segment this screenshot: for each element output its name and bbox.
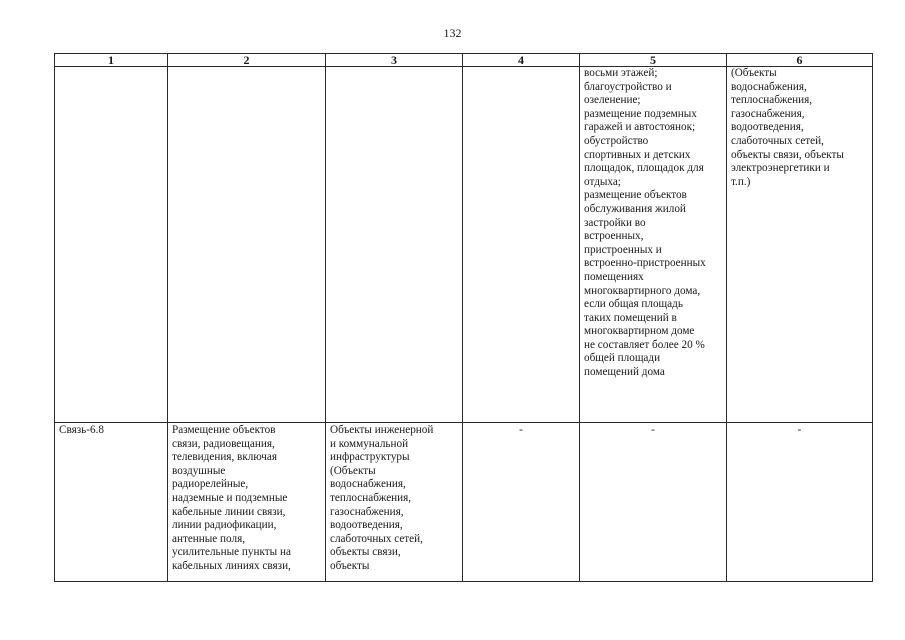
dash-value: - bbox=[519, 424, 523, 436]
table-cell bbox=[463, 423, 580, 582]
document-table bbox=[54, 53, 873, 582]
table-cell bbox=[727, 67, 873, 423]
table-cell bbox=[326, 67, 463, 423]
column-header-4: 4 bbox=[463, 54, 580, 67]
column-header-1: 1 bbox=[55, 54, 168, 67]
table-cell bbox=[168, 67, 326, 423]
table-cell bbox=[168, 423, 326, 582]
permitted-use-description: восьми этажей; благоустройство и озеленение; размещение подземных гаражей и автостоянок; обустройство спортивных и детских площадок, площадок для отдыха; размещение объектов обслуживания жилой застройки во встроенных, пристроенных и встроенно-пристроенных помещениях многоквартирного дома, если общая площадь таких помещений в многоквартирном доме не составляет более 20 % общей площади помещений дома bbox=[584, 67, 706, 379]
table-cell bbox=[727, 423, 873, 582]
table-cell bbox=[55, 67, 168, 423]
table-cell bbox=[580, 423, 727, 582]
table-row bbox=[55, 423, 873, 582]
dash-value: - bbox=[797, 424, 802, 436]
table-cell bbox=[326, 423, 463, 582]
table-header-row bbox=[55, 54, 873, 67]
infrastructure-objects-text: Объекты инженерной и коммунальной инфраструктуры (Объекты водоснабжения, теплоснабжения, газоснабжения, водоотведения, слаботочных сетей, объекты связи, объекты bbox=[330, 424, 434, 572]
table-row bbox=[55, 67, 873, 423]
auxiliary-objects-text: (Объекты водоснабжения, теплоснабжения, газоснабжения, водоотведения, слаботочных сетей, объекты связи, объекты электроэнергетики и т.п.) bbox=[731, 67, 844, 188]
table-cell bbox=[55, 423, 168, 582]
use-type-description: Размещение объектов связи, радиовещания, телевидения, включая воздушные радиорелейные, надземные и подземные кабельные линии связи, линии радиофикации, антенные поля, усилительные пункты на кабельных линиях связи, bbox=[172, 424, 291, 572]
table-cell bbox=[463, 67, 580, 423]
column-header-5: 5 bbox=[580, 54, 727, 67]
column-header-3: 3 bbox=[326, 54, 463, 67]
use-type-code: Связь-6.8 bbox=[59, 424, 104, 436]
dash-value: - bbox=[651, 424, 655, 436]
table-cell bbox=[580, 67, 727, 423]
column-header-2: 2 bbox=[168, 54, 326, 67]
column-header-6: 6 bbox=[727, 54, 873, 67]
page-number: 132 bbox=[443, 26, 462, 40]
